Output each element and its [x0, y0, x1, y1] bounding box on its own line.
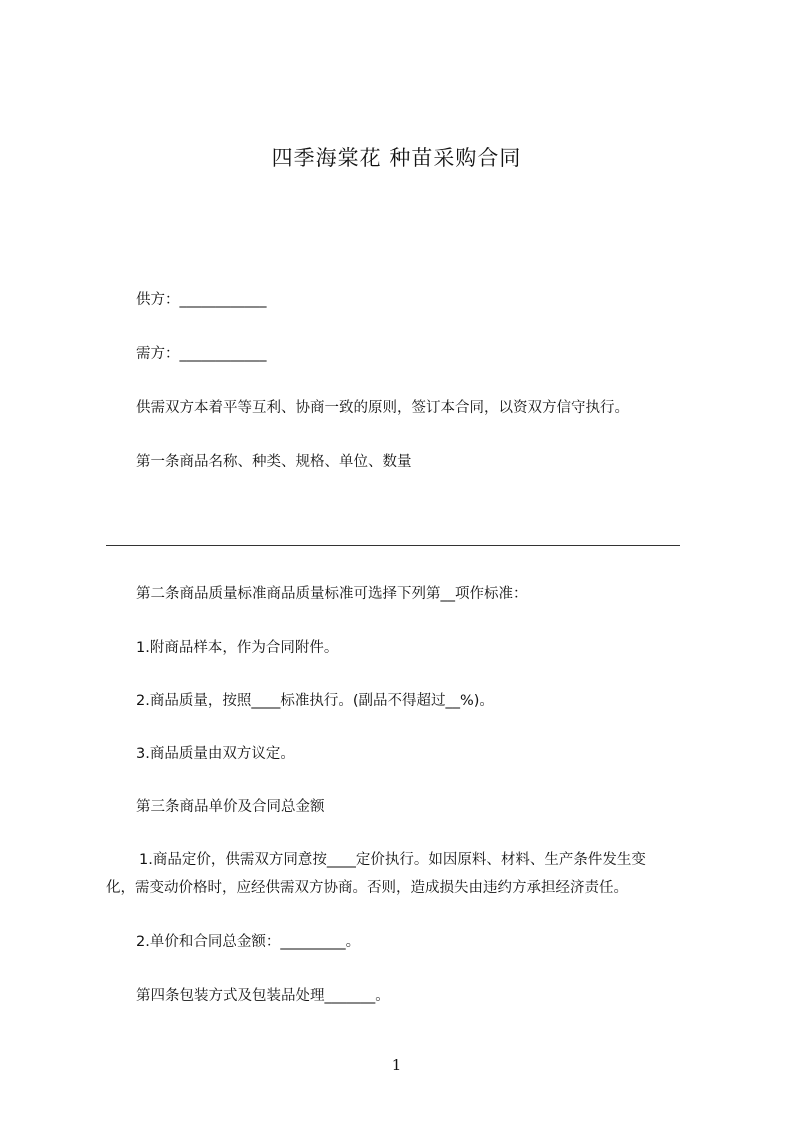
article-3-item-2: 2.单价和合同总金额：_________。 — [136, 934, 361, 950]
blank-fill-line — [106, 545, 680, 546]
article-2-item-3: 3.商品质量由双方议定。 — [136, 746, 295, 762]
article-3-heading: 第三条商品单价及合同总金额 — [136, 799, 325, 815]
article-3-item-1-line-2: 化，需变动价格时，应经供需双方协商。否则，造成损失由违约方承担经济责任。 — [106, 880, 628, 896]
article-2-heading: 第二条商品质量标准商品质量标准可选择下列第__项作标准： — [136, 586, 528, 602]
article-1-heading: 第一条商品名称、种类、规格、单位、数量 — [136, 454, 412, 470]
document-title: 四季海棠花 种苗采购合同 — [271, 146, 522, 170]
preamble-paragraph: 供需双方本着平等互利、协商一致的原则，签订本合同，以资双方信守执行。 — [136, 400, 629, 416]
page-number: 1 — [391, 1056, 402, 1074]
article-4-heading: 第四条包装方式及包装品处理_______。 — [136, 988, 390, 1004]
article-2-item-1: 1.附商品样本，作为合同附件。 — [136, 640, 339, 656]
article-3-item-1-line-1: 1.商品定价，供需双方同意按____定价执行。如因原料、材料、生产条件发生变 — [139, 852, 646, 868]
buyer-line: 需方：____________ — [136, 346, 267, 362]
supplier-line: 供方：____________ — [136, 292, 267, 308]
article-2-item-2: 2.商品质量，按照____标准执行。(副品不得超过__%)。 — [136, 693, 494, 709]
